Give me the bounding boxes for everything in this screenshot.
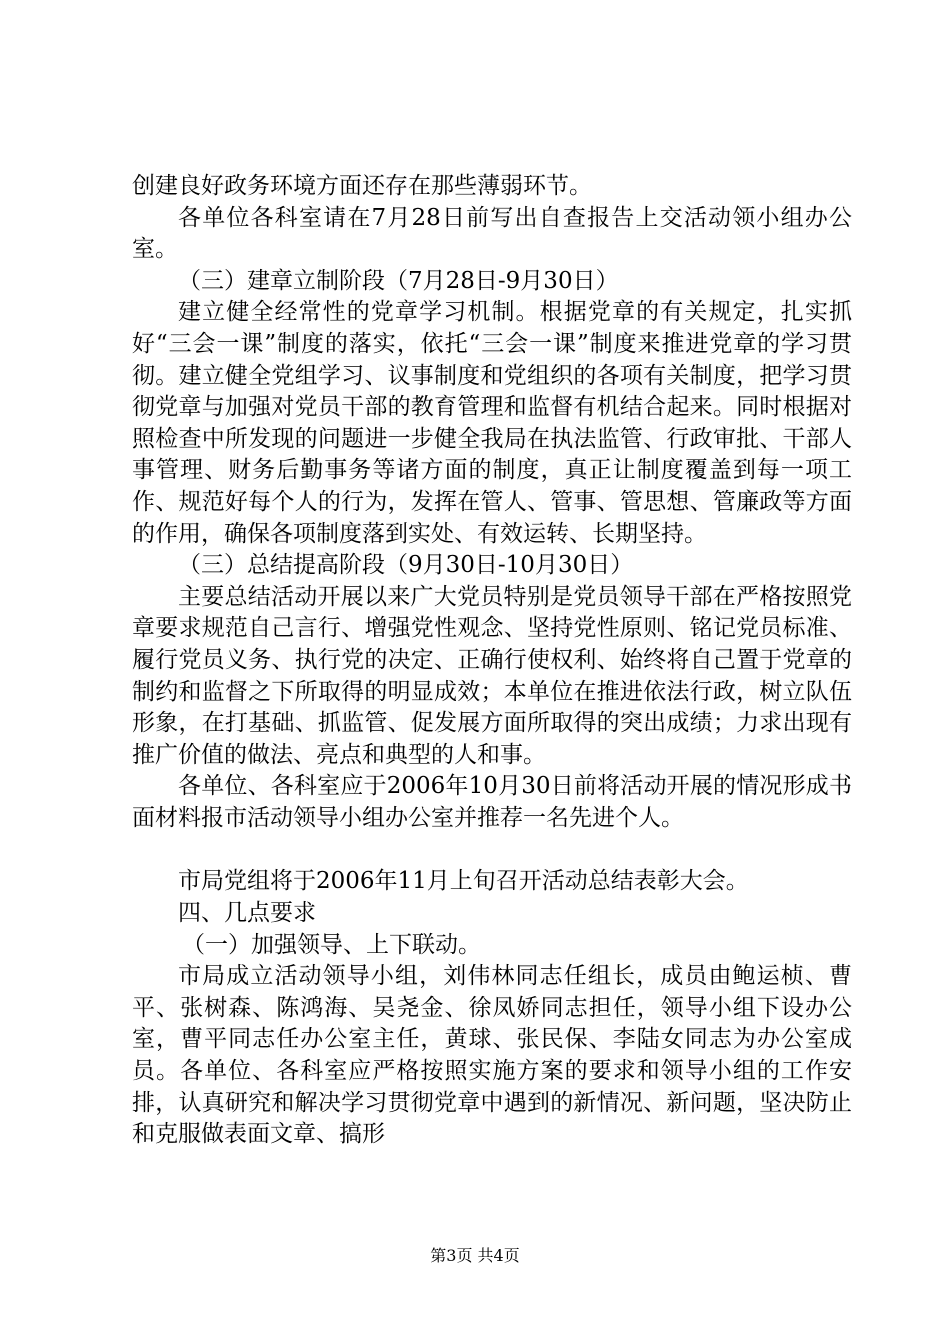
paragraph-rules-mechanism: 建立健全经常性的党章学习机制。根据党章的有关规定，扎实抓好“三会一课”制度的落实，依托“三会一课”制度来推进党章的学习贯彻。建立健全党组学习、议事制度和党组织的各项有关制度，把学习贯彻党章与加强对党员干部的教育管理和监督有机结合起来。同时根据对照检查中所发现的问题进一步健全我局在执法监管、行政审批、干部人事管理、财务后勤事务等诸方面的制度，真正让制度覆盖到每一项工作、规范好每个人的行为，发挥在管人、管事、管思想、管廉政等方面的作用，确保各项制度落到实处、有效运转、长期坚持。	[132, 299, 852, 547]
section-heading-requirements: 四、几点要求	[178, 900, 316, 927]
paragraph-leadership-group: 市局成立活动领导小组，刘伟林同志任组长，成员由鲍运桢、曹平、张树森、陈鸿海、吴尧金、徐凤娇同志担任，领导小组下设办公室，曹平同志任办公室主任，黄球、张民保、李陆女同志为办公室成员。各单位、各科室应严格按照实施方案的要求和领导小组的工作安排，认真研究和解决学习贯彻党章中遇到的新情况、新问题，坚决防止和克服做表面文章、搞形	[132, 963, 852, 1148]
section-heading-summary-phase: （三）总结提高阶段（9月30日-10月30日）	[178, 552, 634, 579]
paragraph-spacer	[132, 834, 852, 866]
page-footer: 第3页 共4页	[430, 1246, 520, 1265]
paragraph-summary-content: 主要总结活动开展以来广大党员特别是党员领导干部在严格按照党章要求规范自己言行、增强党性观念、坚持党性原则、铭记党员标准、履行党员义务、执行党的决定、正确行使权利、始终将自己置于党章的制约和监督之下所取得的明显成效；本单位在推进依法行政，树立队伍形象，在打基础、抓监管、促发展方面所取得的突出成绩；力求出现有推广价值的做法、亮点和典型的人和事。	[132, 583, 852, 768]
paragraph-weak-links: 创建良好政务环境方面还存在那些薄弱环节。	[132, 173, 592, 199]
paragraph-commendation-meeting: 市局党组将于2006年11月上旬召开活动总结表彰大会。	[178, 868, 749, 895]
document-body	[132, 171, 852, 1151]
subheading-leadership: （一）加强领导、上下联动。	[182, 931, 481, 958]
paragraph-self-check-report: 各单位各科室请在7月28日前写出自查报告上交活动领小组办公室。	[132, 204, 852, 263]
paragraph-submission-deadline: 各单位、各科室应于2006年10月30日前将活动开展的情况形成书面材料报市活动领导小组办公室并推荐一名先进个人。	[132, 773, 852, 831]
section-heading-rules-phase: （三）建章立制阶段（7月28日-9月30日）	[178, 267, 619, 294]
